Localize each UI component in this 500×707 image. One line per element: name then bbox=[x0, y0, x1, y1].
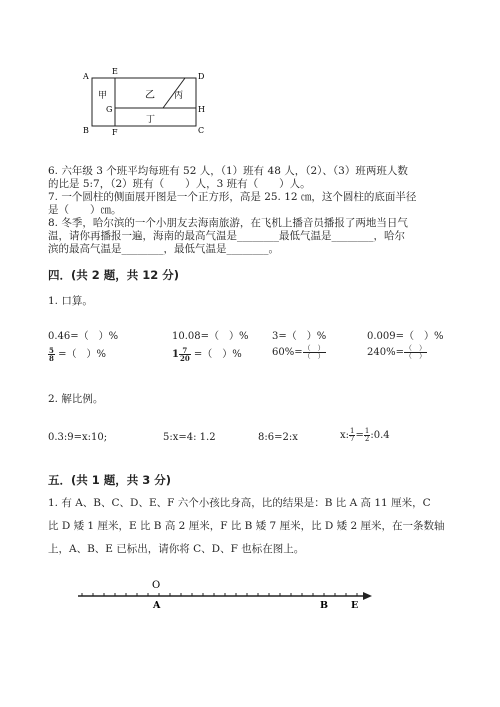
calc-item-percent-to-fraction: 240%= $\frac{( )}{( )}$ bbox=[367, 344, 426, 360]
question-line: 是（ ）㎝。 bbox=[48, 204, 122, 216]
question-line: 温，请你再播报一遍，海南的最高气温是________最低气温是________，哈尔 bbox=[48, 230, 405, 242]
solve-proportion-label: 2. 解比例。 bbox=[48, 393, 104, 405]
corner-d: D bbox=[198, 72, 205, 81]
corner-g: G bbox=[106, 105, 113, 114]
point-e-label: E bbox=[351, 600, 359, 611]
proportion-item: 8:6=2:x bbox=[258, 432, 298, 443]
calc-item-fraction: $\frac{5}{8}$ =（ ）% bbox=[49, 346, 106, 363]
problem-line: 比 D 矮 1 厘米，E 比 B 高 2 厘米，F 比 B 矮 7 厘米，比 D 矮 2 厘米，在一条数轴 bbox=[48, 520, 445, 532]
region-bing: 丙 bbox=[174, 91, 184, 101]
point-a-label: A bbox=[153, 600, 161, 611]
region-ding: 丁 bbox=[146, 115, 156, 125]
section-5-heading: 五．(共 1 题，共 3 分) bbox=[48, 473, 172, 487]
question-line: 8. 冬季，哈尔滨的一个小朋友去海南旅游，在飞机上播音员播报了两地当日气 bbox=[48, 217, 408, 229]
calc-item: 10.08=（ ）% bbox=[172, 331, 249, 342]
region-jia: 甲 bbox=[98, 91, 108, 101]
proportion-item-fraction: x: $\frac{1}{7}$ = $\frac{1}{2}$ :0.4 bbox=[340, 427, 390, 443]
number-line bbox=[0, 570, 500, 620]
origin-label: O bbox=[152, 580, 161, 591]
calc-item-percent-to-fraction: 60%= $\frac{( )}{( )}$ bbox=[272, 344, 325, 360]
corner-e: E bbox=[112, 67, 118, 76]
corner-f: F bbox=[112, 128, 118, 137]
corner-a: A bbox=[83, 72, 89, 81]
problem-line: 1. 有 A、B、C、D、E、F 六个小孩比身高，比的结果是：B 比 A 高 11 厘米，C bbox=[48, 497, 431, 509]
proportion-item: 5:x=4: 1.2 bbox=[163, 432, 216, 443]
corner-h: H bbox=[198, 105, 205, 114]
proportion-item: 0.3:9=x:10; bbox=[48, 432, 108, 443]
calc-item-mixed-number: 1 $\frac{7}{20}$ =（ ）% bbox=[172, 346, 242, 363]
calc-item: 0.46=（ ）% bbox=[48, 331, 119, 342]
question-line: 的比是 5:7，（2）班有（ ）人，3 班有（ ）人。 bbox=[48, 178, 311, 190]
point-b-label: B bbox=[320, 600, 329, 611]
problem-line: 上，A、B、E 已标出，请你将 C、D、F 也标在图上。 bbox=[48, 543, 305, 555]
calc-item: 3=（ ）% bbox=[272, 331, 327, 342]
corner-b: B bbox=[83, 126, 89, 135]
calc-item: 0.009=（ ）% bbox=[367, 331, 444, 342]
region-yi: 乙 bbox=[145, 90, 155, 101]
section-4-heading: 四．(共 2 题，共 12 分) bbox=[48, 268, 180, 282]
question-line: 滨的最高气温是________，最低气温是________。 bbox=[48, 243, 279, 255]
question-line: 7. 一个圆柱的侧面展开图是一个正方形，高是 25. 12 ㎝，这个圆柱的底面半径 bbox=[48, 191, 417, 203]
question-line: 6. 六年级 3 个班平均每班有 52 人，（1）班有 48 人，（2）、（3）班两班人数 bbox=[48, 165, 408, 177]
corner-c: C bbox=[198, 126, 205, 135]
rectangle-figure bbox=[0, 0, 500, 145]
oral-calc-label: 1. 口算。 bbox=[48, 295, 93, 307]
